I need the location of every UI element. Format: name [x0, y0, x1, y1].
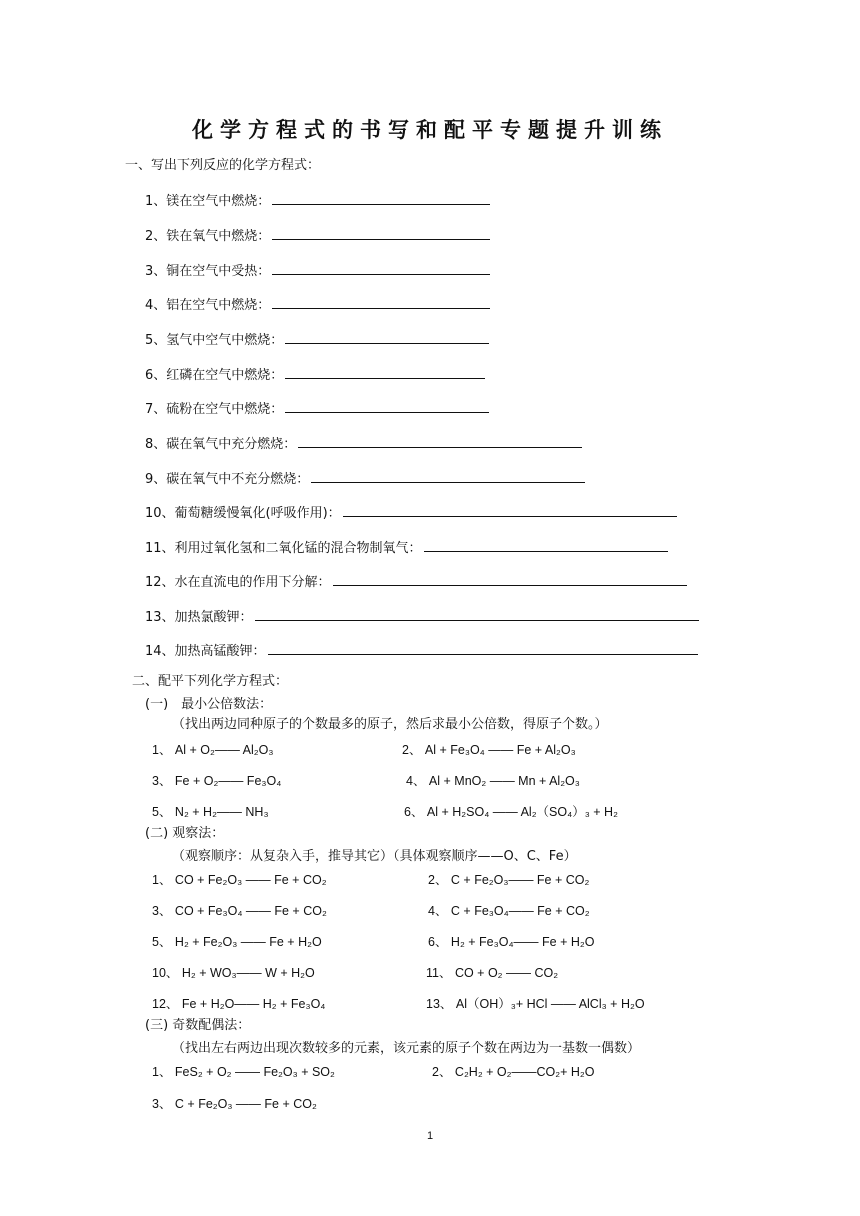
list-item	[145, 607, 699, 627]
method1-label: (一) 最小公倍数法：	[145, 697, 273, 712]
equation: 1、 CO + Fe₂O₃ —— Fe + CO₂	[152, 873, 327, 887]
answer-blank[interactable]	[285, 365, 485, 379]
question-text: 7、硫粉在空气中燃烧：	[145, 402, 284, 417]
list-item	[145, 365, 485, 385]
page-title: 化学方程式的书写和配平专题提升训练	[192, 118, 668, 142]
list-item	[145, 399, 489, 419]
question-text: 4、铝在空气中燃烧：	[145, 298, 271, 313]
equation: 11、 CO + O₂ —— CO₂	[426, 966, 559, 980]
answer-blank[interactable]	[333, 572, 687, 586]
list-item	[145, 295, 490, 315]
question-text: 5、氢气中空气中燃烧：	[145, 333, 284, 348]
question-text: 2、铁在氧气中燃烧：	[145, 229, 271, 244]
equation: 2、 C₂H₂ + O₂——CO₂+ H₂O	[432, 1065, 595, 1079]
method2-hint: （观察顺序：从复杂入手，推导其它）（具体观察顺序——O、C、Fe）	[172, 849, 577, 864]
list-item	[145, 641, 698, 661]
answer-blank[interactable]	[343, 503, 677, 517]
method3-hint: （找出左右两边出现次数较多的元素，该元素的原子个数在两边为一基数一偶数）	[172, 1041, 641, 1056]
equation: 13、 Al（OH）₃+ HCl —— AlCl₃ + H₂O	[426, 997, 645, 1011]
equation: 4、 C + Fe₃O₄—— Fe + CO₂	[428, 904, 590, 918]
answer-blank[interactable]	[272, 295, 490, 309]
equation: 3、 Fe + O₂—— Fe₃O₄	[152, 774, 282, 788]
equation: 4、 Al + MnO₂ —— Mn + Al₂O₃	[406, 774, 580, 788]
section2-heading: 二、配平下列化学方程式：	[132, 674, 289, 689]
list-item	[145, 226, 490, 246]
question-text: 3、铜在空气中受热：	[145, 264, 271, 279]
equation: 3、 C + Fe₂O₃ —— Fe + CO₂	[152, 1097, 317, 1111]
answer-blank[interactable]	[272, 261, 490, 275]
equation: 3、 CO + Fe₃O₄ —— Fe + CO₂	[152, 904, 327, 918]
question-text: 1、镁在空气中燃烧：	[145, 194, 271, 209]
list-item	[145, 503, 677, 523]
equation: 5、 H₂ + Fe₂O₃ —— Fe + H₂O	[152, 935, 322, 949]
equation: 6、 Al + H₂SO₄ —— Al₂（SO₄）₃ + H₂	[404, 805, 618, 819]
question-text: 9、碳在氧气中不充分燃烧：	[145, 472, 310, 487]
answer-blank[interactable]	[272, 191, 490, 205]
page-number: 1	[426, 1130, 434, 1142]
question-text: 11、利用过氧化氢和二氧化锰的混合物制氧气：	[145, 541, 422, 556]
equation: 1、 FeS₂ + O₂ —— Fe₂O₃ + SO₂	[152, 1065, 335, 1079]
equation: 2、 Al + Fe₃O₄ —— Fe + Al₂O₃	[402, 743, 576, 757]
answer-blank[interactable]	[424, 538, 668, 552]
method1-hint: （找出两边同种原子的个数最多的原子，然后求最小公倍数，得原子个数。）	[172, 717, 608, 732]
list-item	[145, 191, 490, 211]
answer-blank[interactable]	[272, 226, 490, 240]
answer-blank[interactable]	[298, 434, 582, 448]
answer-blank[interactable]	[268, 641, 698, 655]
method2-label: (二) 观察法：	[145, 826, 225, 841]
question-text: 12、水在直流电的作用下分解：	[145, 575, 331, 590]
equation: 6、 H₂ + Fe₃O₄—— Fe + H₂O	[428, 935, 595, 949]
list-item	[145, 330, 489, 350]
list-item	[145, 538, 668, 558]
question-text: 6、红磷在空气中燃烧：	[145, 368, 284, 383]
list-item	[145, 261, 490, 281]
equation: 5、 N₂ + H₂—— NH₃	[152, 805, 269, 819]
question-text: 14、加热高锰酸钾：	[145, 644, 266, 659]
equation: 12、 Fe + H₂O—— H₂ + Fe₃O₄	[152, 997, 326, 1011]
question-text: 8、碳在氧气中充分燃烧：	[145, 437, 297, 452]
list-item	[145, 469, 585, 489]
equation: 10、 H₂ + WO₃—— W + H₂O	[152, 966, 315, 980]
section1-heading: 一、写出下列反应的化学方程式：	[125, 158, 321, 173]
answer-blank[interactable]	[285, 399, 489, 413]
question-text: 10、葡萄糖缓慢氧化(呼吸作用)：	[145, 506, 341, 521]
list-item	[145, 572, 687, 592]
equation: 2、 C + Fe₂O₃—— Fe + CO₂	[428, 873, 590, 887]
question-text: 13、加热氯酸钾：	[145, 610, 253, 625]
equation: 1、 Al + O₂—— Al₂O₃	[152, 743, 274, 757]
answer-blank[interactable]	[311, 469, 585, 483]
answer-blank[interactable]	[285, 330, 489, 344]
method3-label: (三) 奇数配偶法：	[145, 1018, 251, 1033]
list-item	[145, 434, 582, 454]
answer-blank[interactable]	[255, 607, 699, 621]
